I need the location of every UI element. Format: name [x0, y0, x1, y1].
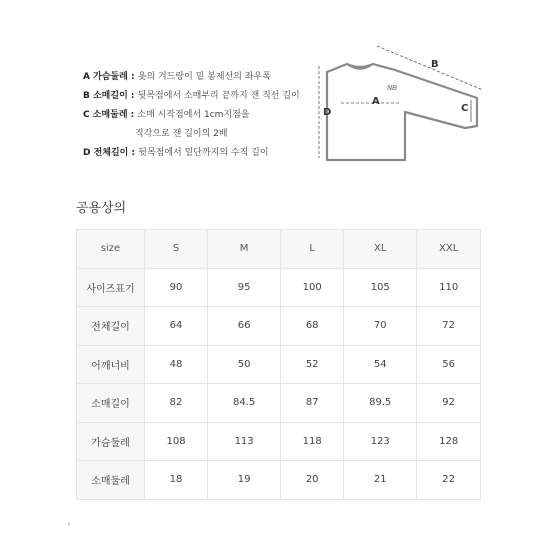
column-header: XXL	[417, 230, 481, 269]
row-label: 어깨너비	[77, 345, 145, 384]
legend-item-total-length	[83, 144, 300, 163]
table-cell: 22	[417, 461, 481, 500]
legend-item-chest	[83, 68, 300, 87]
table-cell: 68	[281, 307, 344, 346]
table-cell: 18	[145, 461, 208, 500]
legend-key: D 전체길이 :	[83, 148, 139, 158]
table-row	[77, 422, 481, 461]
row-label: 전체길이	[77, 307, 145, 346]
table-cell: 92	[417, 384, 481, 423]
table-cell: 90	[145, 268, 208, 307]
table-cell: 64	[145, 307, 208, 346]
decorative-dot	[68, 523, 70, 525]
table-cell: 19	[208, 461, 281, 500]
column-header: L	[281, 230, 344, 269]
column-header: size	[77, 230, 145, 269]
row-label: 소매길이	[77, 384, 145, 423]
legend-desc: 소매 시작점에서 1cm지점을	[137, 110, 250, 120]
table-cell: 72	[417, 307, 481, 346]
measurement-legend	[83, 68, 300, 163]
table-cell: 84.5	[208, 384, 281, 423]
table-cell: 113	[208, 422, 281, 461]
table-cell: 87	[281, 384, 344, 423]
table-cell: 105	[344, 268, 417, 307]
table-cell: 66	[208, 307, 281, 346]
table-cell: 52	[281, 345, 344, 384]
section-title: 공용상의	[76, 201, 127, 216]
garment-diagram	[305, 40, 495, 170]
table-row	[77, 461, 481, 500]
legend-desc: 옷의 겨드랑이 밑 봉제선의 좌우폭	[137, 72, 271, 82]
legend-key: A 가슴둘레 :	[83, 72, 138, 82]
table-cell: 128	[417, 422, 481, 461]
table-row	[77, 345, 481, 384]
table-cell: 123	[344, 422, 417, 461]
table-cell: 89.5	[344, 384, 417, 423]
table-row	[77, 307, 481, 346]
table-cell: 110	[417, 268, 481, 307]
legend-item-sleeve-width-cont: 직각으로 잰 길이의 2배	[135, 129, 228, 139]
label-b: B	[431, 59, 439, 70]
table-row	[77, 384, 481, 423]
table-cell: 100	[281, 268, 344, 307]
legend-item-sleeve-width	[83, 106, 300, 125]
table-cell: 56	[417, 345, 481, 384]
label-c: C	[461, 103, 469, 114]
table-cell: 21	[344, 461, 417, 500]
table-cell: 20	[281, 461, 344, 500]
table-cell: 108	[145, 422, 208, 461]
sleeve-length-line	[377, 46, 483, 90]
table-cell: 118	[281, 422, 344, 461]
label-d: D	[323, 107, 332, 118]
table-cell: 70	[344, 307, 417, 346]
table-header-row	[77, 230, 481, 269]
label-a: A	[372, 96, 380, 107]
row-label: 사이즈표기	[77, 268, 145, 307]
legend-desc: 뒷목점에서 밑단까지의 수직 길이	[138, 148, 269, 158]
shirt-shape	[327, 64, 477, 160]
table-cell: 54	[344, 345, 417, 384]
legend-desc: 뒷목점에서 소매부리 끝까지 잰 직선 길이	[137, 91, 300, 101]
table-cell: 48	[145, 345, 208, 384]
logo-icon: NB	[387, 85, 398, 92]
table-cell: 50	[208, 345, 281, 384]
legend-key: C 소매둘레 :	[83, 110, 138, 120]
column-header: XL	[344, 230, 417, 269]
size-table	[76, 229, 481, 500]
row-label: 소매둘레	[77, 461, 145, 500]
column-header: S	[145, 230, 208, 269]
table-cell: 82	[145, 384, 208, 423]
row-label: 가슴둘레	[77, 422, 145, 461]
table-row	[77, 268, 481, 307]
legend-item-sleeve-length	[83, 87, 300, 106]
table-cell: 95	[208, 268, 281, 307]
column-header: M	[208, 230, 281, 269]
legend-key: B 소매길이 :	[83, 91, 138, 101]
